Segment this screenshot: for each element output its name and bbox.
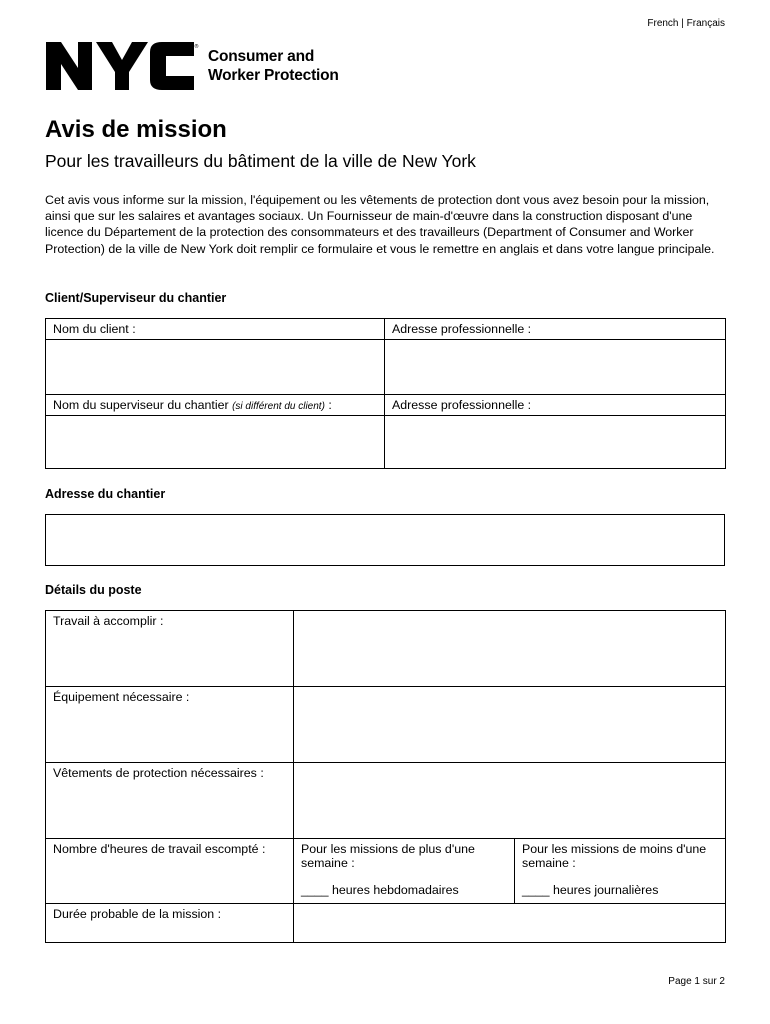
duration-field[interactable] xyxy=(294,904,726,943)
client-name-field[interactable] xyxy=(46,340,385,395)
work-label: Travail à accomplir : xyxy=(46,611,294,687)
supervisor-address-field[interactable] xyxy=(385,416,726,469)
page-number: Page 1 sur 2 xyxy=(668,976,725,987)
client-section-heading: Client/Superviseur du chantier xyxy=(45,291,227,305)
duration-label: Durée probable de la mission : xyxy=(46,904,294,943)
less-week-label: Pour les missions de moins d'une semaine : xyxy=(522,842,707,870)
supervisor-note: (si différent du client) xyxy=(232,401,325,412)
work-field[interactable] xyxy=(294,611,726,687)
nyc-dcwp-logo xyxy=(46,40,339,92)
weekly-hours-field[interactable]: ____ heures hebdomadaires xyxy=(301,883,459,897)
page-title: Avis de mission xyxy=(45,116,227,143)
site-table xyxy=(45,514,725,566)
hours-label-text: Nombre d'heures de travail escompté : xyxy=(53,842,266,856)
intro-paragraph: Cet avis vous informe sur la mission, l'équipement ou les vêtements de protection dont vous avez besoin pour la mission, ainsi que sur les salaires et avantages sociaux. Un Fournisseur de main-d'œuvre dans la construction disposant d'une licence du Département de la protection des consommateurs et des travailleurs (Department of Consumer and Worker Protection) de la ville de New York doit remplir ce formulaire et vous le remettre en anglais et dans votre langue principale. xyxy=(45,193,715,256)
client-address-label: Adresse professionnelle : xyxy=(385,319,726,340)
client-table xyxy=(45,318,726,469)
page-subtitle: Pour les travailleurs du bâtiment de la ville de New York xyxy=(45,151,476,171)
hours-label xyxy=(46,839,294,904)
supervisor-name-field[interactable] xyxy=(46,416,385,469)
nyc-logo-icon xyxy=(46,40,198,92)
equipment-label: Équipement nécessaire : xyxy=(46,687,294,763)
client-address-field[interactable] xyxy=(385,340,726,395)
clothing-field[interactable] xyxy=(294,763,726,839)
job-section-heading: Détails du poste xyxy=(45,583,142,597)
daily-hours-field[interactable]: ____ heures journalières xyxy=(522,883,659,897)
job-table xyxy=(45,610,726,943)
logo-line-2: Worker Protection xyxy=(208,67,339,84)
client-name-label: Nom du client : xyxy=(46,319,385,340)
logo-line-1: Consumer and xyxy=(208,48,315,65)
supervisor-colon: : xyxy=(328,398,332,412)
supervisor-label: Nom du superviseur du chantier xyxy=(53,398,229,412)
site-section-heading: Adresse du chantier xyxy=(45,487,166,501)
supervisor-address-label: Adresse professionnelle : xyxy=(385,395,726,416)
clothing-label: Vêtements de protection nécessaires : xyxy=(46,763,294,839)
site-address-field[interactable] xyxy=(46,515,725,566)
supervisor-label-cell xyxy=(46,395,385,416)
svg-text:®: ® xyxy=(194,44,199,50)
more-week-cell[interactable] xyxy=(294,839,515,904)
equipment-field[interactable] xyxy=(294,687,726,763)
more-week-label: Pour les missions de plus d'une semaine : xyxy=(301,842,475,870)
language-label: French | Français xyxy=(647,18,725,29)
less-week-cell[interactable] xyxy=(515,839,726,904)
